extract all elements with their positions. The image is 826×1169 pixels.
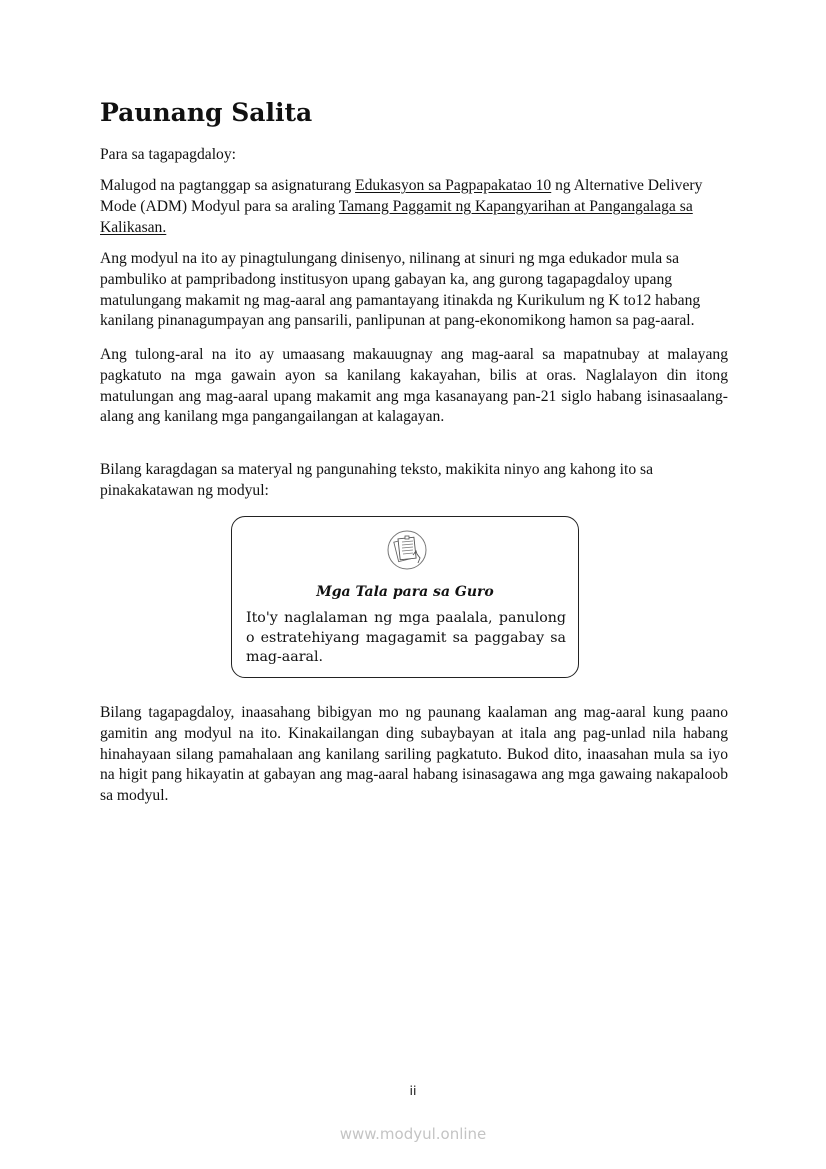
paragraph-3: Bilang karagdagan sa materyal ng pangunahing teksto, makikita ninyo ang kahong ito sa pinakakatawan ng modyul: <box>100 461 654 499</box>
page-number: ii <box>409 1083 417 1098</box>
intro-text-1: Malugod na pagtanggap sa asignaturang <box>100 177 356 194</box>
paragraph-4: Bilang tagapagdaloy, inaasahang bibigyan mo ng paunang kaalaman ang mag-aaral kung paano gamitin ang modyul na ito. Kinakailangan ding subaybayan at itala ang pag-unlad nila habang hinahayaan silang pamahalaan ang kanilang sariling pagkatuto. Bukod dito, inaasahan mula sa iyo na higit pang hikayatin at gabayan ang mag-aaral habang isinasagawa ang mga gawaing nakapaloob sa modyul. <box>100 704 728 805</box>
teacher-notes-icon <box>386 529 428 571</box>
watermark: www.modyul.online <box>339 1125 487 1143</box>
salutation: Para sa tagapagdaloy: <box>100 146 236 163</box>
intro-paragraph <box>100 176 728 238</box>
teacher-notes-title: Mga Tala para sa Guro <box>316 584 494 600</box>
intro-text-2: ng Alternative Delivery Mode (ADM) Modyul para sa araling <box>100 177 703 215</box>
page-title: Paunang Salita <box>100 98 313 127</box>
teacher-notes-text: Ito'y naglalaman ng mga paalala, panulong o estratehiyang magagamit sa paggabay sa mag-aaral. <box>246 610 566 665</box>
subject-name: Edukasyon sa Pagpapakatao 10 <box>355 177 552 194</box>
paragraph-2: Ang tulong-aral na ito ay umaasang makauugnay ang mag-aaral sa mapatnubay at malayang pagkatuto na mga gawain ayon sa kanilang kakayahan, bilis at oras. Naglalayon din itong matulungan ang mag-aaral upang makamit ang mga kasanayang pan-21 siglo habang isinasaalang-alang ang kanilang mga pangangailangan at kalagayan. <box>100 346 728 426</box>
teacher-notes-box <box>231 516 579 678</box>
lesson-name: Tamang Paggamit ng Kapangyarihan at Pangangalaga sa Kalikasan. <box>100 197 693 236</box>
paragraph-1: Ang modyul na ito ay pinagtulungang dinisenyo, nilinang at sinuri ng mga edukador mula sa pambuliko at pampribadong institusyon upang gabayan ka, ang gurong tagapagdaloy upang matulungang makamit ng mag-aaral ang pamantayang itinakda ng Kurikulum ng K to12 habang kanilang pinanagumpayan ang pansarili, panlipunan at pang-ekonomikong hamon sa pag-aaral. <box>100 250 701 330</box>
